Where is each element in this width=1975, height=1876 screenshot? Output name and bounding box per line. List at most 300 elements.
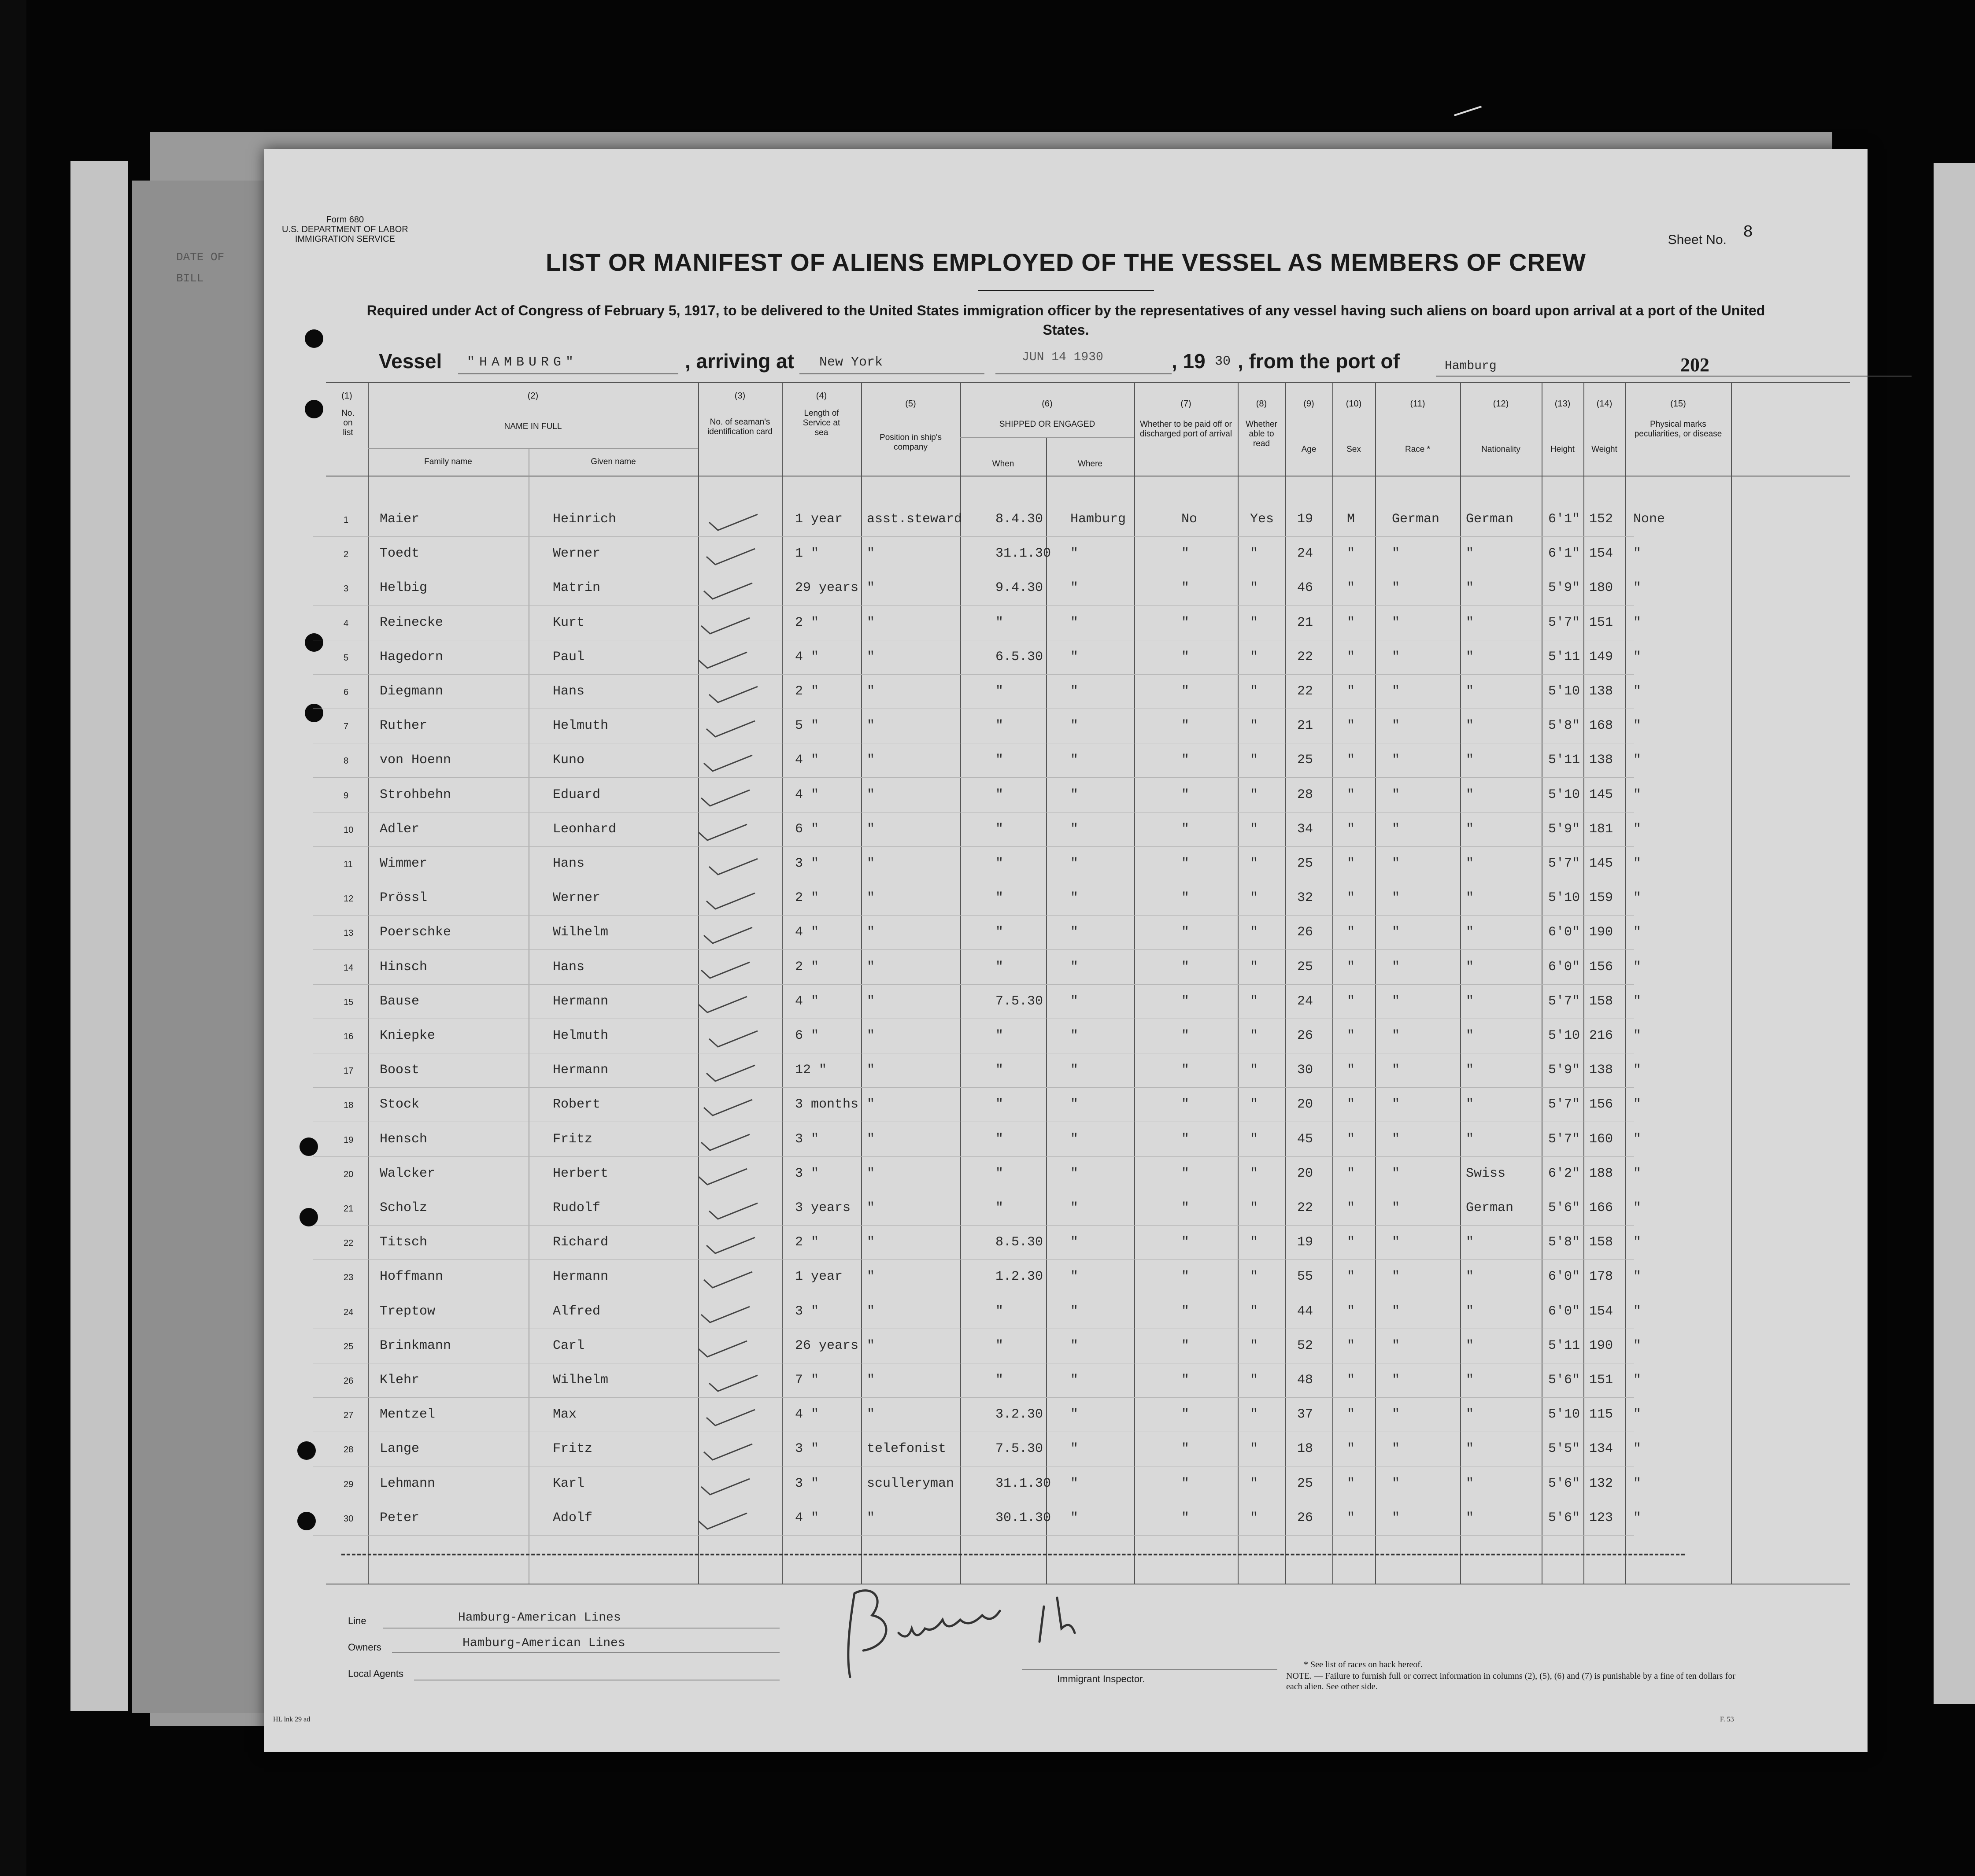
cell-read: " <box>1250 1407 1258 1422</box>
cell-when: " <box>995 1338 1004 1353</box>
cell-paid: " <box>1181 1476 1190 1491</box>
cell-paid: " <box>1181 1373 1190 1388</box>
cell-pos: " <box>867 615 875 630</box>
side-stamp-line-2: BILL <box>176 272 204 285</box>
cell-ht: 5'10 <box>1548 787 1580 802</box>
row-number: 25 <box>344 1341 354 1352</box>
cell-paid: " <box>1181 1028 1190 1043</box>
cell-len: 2 " <box>795 684 819 699</box>
col-14-number: (14) <box>1596 399 1613 409</box>
cell-sex: " <box>1347 753 1355 768</box>
cell-race: " <box>1392 890 1400 906</box>
cell-pos: " <box>867 1063 875 1078</box>
col-2-header: NAME IN FULL <box>504 422 562 431</box>
check-mark-icon <box>694 651 751 669</box>
cell-sex: " <box>1347 890 1355 906</box>
cell-when: " <box>995 821 1004 837</box>
races-note: * See list of races on back hereof. <box>1304 1660 1423 1669</box>
cell-nat: " <box>1466 1028 1474 1043</box>
cell-age: 26 <box>1297 1510 1313 1525</box>
cell-read: " <box>1250 1441 1258 1457</box>
cell-wt: 145 <box>1589 856 1613 871</box>
cell-when: 8.4.30 <box>995 512 1043 527</box>
cell-where: " <box>1070 787 1079 802</box>
col-3-number: (3) <box>734 391 746 401</box>
cell-fam: von Hoenn <box>380 753 451 768</box>
inspector-underline <box>1022 1669 1277 1670</box>
cell-nat: " <box>1466 787 1474 802</box>
cell-read: " <box>1250 546 1258 561</box>
cell-marks: " <box>1633 1131 1642 1147</box>
cell-when: " <box>995 925 1004 940</box>
table-row <box>264 1267 1868 1301</box>
cell-age: 22 <box>1297 1200 1313 1215</box>
cell-len: 3 " <box>795 1166 819 1181</box>
cell-race: " <box>1392 1476 1400 1491</box>
inspector-label: Immigrant Inspector. <box>1057 1673 1145 1684</box>
cell-giv: Wilhelm <box>553 1373 609 1388</box>
cell-fam: Scholz <box>380 1200 428 1215</box>
cell-wt: 152 <box>1589 512 1613 527</box>
cell-sex: " <box>1347 684 1355 699</box>
row-number: 23 <box>344 1273 354 1283</box>
cell-ht: 5'8" <box>1548 1235 1580 1250</box>
cell-fam: Lange <box>380 1441 420 1457</box>
cell-len: 4 " <box>795 1407 819 1422</box>
check-mark-icon <box>694 996 751 1013</box>
cell-len: 2 " <box>795 890 819 906</box>
line-underline <box>383 1628 780 1629</box>
col-4-number: (4) <box>816 391 827 401</box>
side-stamp-line-1: DATE OF <box>176 251 225 264</box>
cell-giv: Carl <box>553 1338 585 1353</box>
cell-race: " <box>1392 615 1400 630</box>
cell-ht: 5'9" <box>1548 580 1580 596</box>
cell-ht: 6'0" <box>1548 925 1580 940</box>
cell-read: " <box>1250 684 1258 699</box>
cell-where: " <box>1070 890 1079 906</box>
cell-pos: " <box>867 1269 875 1285</box>
cell-giv: Herbert <box>553 1166 609 1181</box>
cell-where: " <box>1070 1166 1079 1181</box>
film-mark <box>1454 106 1482 116</box>
punch-hole <box>305 329 323 348</box>
cell-race: " <box>1392 1131 1400 1147</box>
table-row <box>264 888 1868 922</box>
cell-pos: " <box>867 856 875 871</box>
cell-read: " <box>1250 1166 1258 1181</box>
cell-race: " <box>1392 580 1400 596</box>
cell-marks: " <box>1633 1200 1642 1215</box>
sheet-number: 8 <box>1743 223 1753 242</box>
cell-paid: " <box>1181 1441 1190 1457</box>
check-mark-icon <box>705 686 762 703</box>
cell-age: 45 <box>1297 1131 1313 1147</box>
cell-marks: " <box>1633 1510 1642 1525</box>
cell-read: " <box>1250 1235 1258 1250</box>
cell-wt: 159 <box>1589 890 1613 906</box>
cell-race: " <box>1392 1407 1400 1422</box>
cell-nat: " <box>1466 546 1474 561</box>
cell-where: " <box>1070 856 1079 871</box>
cell-marks: " <box>1633 821 1642 837</box>
cell-ht: 5'7" <box>1548 1131 1580 1147</box>
cell-pos: " <box>867 684 875 699</box>
cell-fam: Boost <box>380 1063 420 1078</box>
cell-age: 25 <box>1297 1476 1313 1491</box>
cell-paid: " <box>1181 1097 1190 1112</box>
left-adjacent-frame <box>70 161 128 1711</box>
agents-label: Local Agents <box>348 1668 403 1679</box>
col-15-number: (15) <box>1670 399 1686 409</box>
cell-race: " <box>1392 1028 1400 1043</box>
check-mark-icon <box>702 1409 759 1426</box>
table-row <box>264 1336 1868 1370</box>
col-9-header: Age <box>1301 445 1317 454</box>
cell-when: " <box>995 1304 1004 1319</box>
cell-age: 48 <box>1297 1373 1313 1388</box>
cell-race: " <box>1392 1235 1400 1250</box>
cell-wt: 158 <box>1589 993 1613 1009</box>
cell-age: 21 <box>1297 615 1313 630</box>
cell-read: " <box>1250 1269 1258 1285</box>
service-name: IMMIGRATION SERVICE <box>295 234 395 244</box>
cell-when: " <box>995 615 1004 630</box>
check-mark-icon <box>702 892 759 910</box>
row-rule <box>313 846 1634 847</box>
cell-race: " <box>1392 718 1400 734</box>
cell-when: 30.1.30 <box>995 1510 1051 1525</box>
cell-giv: Alfred <box>553 1304 601 1319</box>
cell-pos: " <box>867 1131 875 1147</box>
cell-wt: 132 <box>1589 1476 1613 1491</box>
check-mark-icon <box>699 927 757 944</box>
cell-pos: sculleryman <box>867 1476 954 1491</box>
check-mark-icon <box>699 582 757 600</box>
cell-giv: Wilhelm <box>553 925 609 940</box>
cell-len: 3 months <box>795 1097 859 1112</box>
row-number: 22 <box>344 1238 354 1248</box>
cell-len: 4 " <box>795 649 819 665</box>
cell-marks: " <box>1633 615 1642 630</box>
cell-read: " <box>1250 1476 1258 1491</box>
cell-where: " <box>1070 1510 1079 1525</box>
row-number: 11 <box>344 860 353 869</box>
cell-where: " <box>1070 753 1079 768</box>
cell-len: 3 " <box>795 1476 819 1491</box>
cell-where: " <box>1070 925 1079 940</box>
cell-age: 32 <box>1297 890 1313 906</box>
form-info <box>282 215 408 244</box>
check-mark-icon <box>697 1478 754 1496</box>
cell-sex: " <box>1347 1304 1355 1319</box>
col-5-number: (5) <box>905 399 916 409</box>
row-number: 17 <box>344 1066 354 1076</box>
cell-sex: " <box>1347 1028 1355 1043</box>
cell-giv: Helmuth <box>553 718 609 734</box>
cell-race: " <box>1392 684 1400 699</box>
cell-age: 44 <box>1297 1304 1313 1319</box>
table-row <box>264 785 1868 819</box>
table-row <box>264 853 1868 888</box>
date-stamp: JUN 14 1930 <box>1022 351 1103 364</box>
col-6-number: (6) <box>1042 399 1053 409</box>
cell-ht: 5'6" <box>1548 1476 1580 1491</box>
cell-wt: 180 <box>1589 580 1613 596</box>
cell-giv: Matrin <box>553 580 601 596</box>
cell-marks: " <box>1633 718 1642 734</box>
col-13-number: (13) <box>1554 399 1571 409</box>
cell-when: 31.1.30 <box>995 1476 1051 1491</box>
table-row <box>264 1404 1868 1439</box>
cell-wt: 216 <box>1589 1028 1613 1043</box>
cell-nat: " <box>1466 718 1474 734</box>
col-6-header: SHIPPED OR ENGAGED <box>999 420 1095 429</box>
line-value: Hamburg-American Lines <box>458 1611 621 1625</box>
cell-nat: " <box>1466 1441 1474 1457</box>
cell-pos: " <box>867 1304 875 1319</box>
col-2b-header: Given name <box>591 457 636 466</box>
table-row <box>264 1026 1868 1060</box>
cell-ht: 5'10 <box>1548 890 1580 906</box>
table-row <box>264 543 1868 578</box>
cell-wt: 156 <box>1589 1097 1613 1112</box>
cell-len: 4 " <box>795 993 819 1009</box>
col-8-number: (8) <box>1256 399 1267 409</box>
cell-read: " <box>1250 890 1258 906</box>
sheet-label: Sheet No. <box>1668 233 1727 247</box>
cell-when: " <box>995 1166 1004 1181</box>
cell-nat: " <box>1466 959 1474 975</box>
title-rule <box>978 290 1154 291</box>
cell-wt: 123 <box>1589 1510 1613 1525</box>
owners-value: Hamburg-American Lines <box>462 1636 625 1650</box>
check-mark-icon <box>705 1202 762 1220</box>
cell-paid: " <box>1181 753 1190 768</box>
cell-race: " <box>1392 1166 1400 1181</box>
col-11-number: (11) <box>1410 399 1425 409</box>
cell-giv: Hermann <box>553 993 609 1009</box>
cell-ht: 5'11 <box>1548 1338 1580 1353</box>
col-12-header: Nationality <box>1481 445 1520 454</box>
cell-fam: Bause <box>380 993 420 1009</box>
col-2a-header: Family name <box>424 457 472 466</box>
cell-pos: " <box>867 821 875 837</box>
check-mark-icon <box>697 961 754 979</box>
cell-sex: " <box>1347 993 1355 1009</box>
cell-nat: " <box>1466 821 1474 837</box>
col-1-number: (1) <box>341 391 352 401</box>
print-code: HL lnk 29 ad <box>273 1716 311 1723</box>
cell-wt: 151 <box>1589 1373 1613 1388</box>
row-rule <box>313 1535 1634 1536</box>
cell-pos: " <box>867 959 875 975</box>
cell-age: 20 <box>1297 1097 1313 1112</box>
cell-ht: 5'7" <box>1548 615 1580 630</box>
cell-race: " <box>1392 1200 1400 1215</box>
fine-note: NOTE. — Failure to furnish full or correct information in columns (2), (5), (6) and (7) is punishable by a fine of ten dollars for each alien. See other side. <box>1286 1671 1735 1691</box>
check-mark-icon <box>705 1030 762 1048</box>
cell-giv: Kurt <box>553 615 585 630</box>
cell-when: 9.4.30 <box>995 580 1043 596</box>
cell-age: 19 <box>1297 1235 1313 1250</box>
cell-when: 7.5.30 <box>995 993 1043 1009</box>
row-number: 20 <box>344 1169 354 1179</box>
cell-sex: " <box>1347 546 1355 561</box>
form-code: F. 53 <box>1720 1716 1734 1723</box>
row-number: 5 <box>344 653 349 663</box>
cell-ht: 5'10 <box>1548 1028 1580 1043</box>
cell-nat: " <box>1466 856 1474 871</box>
check-mark-icon <box>702 1064 759 1082</box>
cell-fam: Wimmer <box>380 856 428 871</box>
cell-giv: Hans <box>553 856 585 871</box>
cell-sex: " <box>1347 1510 1355 1525</box>
table-row <box>264 509 1868 543</box>
cell-sex: " <box>1347 1131 1355 1147</box>
cell-race: " <box>1392 856 1400 871</box>
cell-race: " <box>1392 753 1400 768</box>
cell-sex: " <box>1347 1235 1355 1250</box>
cell-marks: " <box>1633 1373 1642 1388</box>
cell-when: " <box>995 718 1004 734</box>
cell-age: 24 <box>1297 546 1313 561</box>
date-underline <box>995 373 1172 374</box>
cell-ht: 5'9" <box>1548 821 1580 837</box>
row-rule <box>313 984 1634 985</box>
cell-paid: " <box>1181 787 1190 802</box>
row-number: 6 <box>344 687 349 697</box>
cell-pos: telefonist <box>867 1441 947 1457</box>
cell-nat: " <box>1466 580 1474 596</box>
table-row <box>264 1198 1868 1232</box>
cell-pos: " <box>867 890 875 906</box>
cell-giv: Eduard <box>553 787 601 802</box>
cell-read: Yes <box>1250 512 1274 527</box>
cell-sex: " <box>1347 649 1355 665</box>
cell-marks: " <box>1633 684 1642 699</box>
cell-nat: " <box>1466 925 1474 940</box>
cell-race: " <box>1392 1063 1400 1078</box>
col-10-header: Sex <box>1346 445 1361 454</box>
cell-where: " <box>1070 1304 1079 1319</box>
cell-marks: " <box>1633 1166 1642 1181</box>
table-row <box>264 1508 1868 1542</box>
row-rule <box>313 915 1634 916</box>
cell-ht: 6'1" <box>1548 546 1580 561</box>
cell-where: " <box>1070 821 1079 837</box>
cell-when: 7.5.30 <box>995 1441 1043 1457</box>
page-number: 202 <box>1680 354 1709 376</box>
cell-pos: asst.steward <box>867 512 962 527</box>
cell-marks: " <box>1633 1097 1642 1112</box>
row-number: 12 <box>344 894 354 904</box>
cell-marks: " <box>1633 1028 1642 1043</box>
cell-read: " <box>1250 1028 1258 1043</box>
row-number: 7 <box>344 722 349 732</box>
col-7-number: (7) <box>1180 399 1191 409</box>
cell-age: 25 <box>1297 959 1313 975</box>
cell-read: " <box>1250 1304 1258 1319</box>
cell-wt: 188 <box>1589 1166 1613 1181</box>
cell-fam: Hoffmann <box>380 1269 444 1285</box>
cell-nat: " <box>1466 890 1474 906</box>
cell-race: " <box>1392 787 1400 802</box>
cell-nat: " <box>1466 1510 1474 1525</box>
arriving-underline <box>799 373 984 374</box>
cell-wt: 145 <box>1589 787 1613 802</box>
row-rule <box>313 949 1634 950</box>
cell-read: " <box>1250 821 1258 837</box>
cell-len: 3 years <box>795 1200 851 1215</box>
cell-len: 29 years <box>795 580 859 596</box>
cell-nat: " <box>1466 649 1474 665</box>
cell-len: 1 year <box>795 512 843 527</box>
arriving-port: New York <box>819 355 883 370</box>
cell-giv: Werner <box>553 890 601 906</box>
cell-sex: " <box>1347 925 1355 940</box>
cell-pos: " <box>867 1166 875 1181</box>
cell-paid: No <box>1181 512 1198 527</box>
cell-marks: " <box>1633 580 1642 596</box>
from-port: Hamburg <box>1445 359 1497 373</box>
cell-wt: 138 <box>1589 684 1613 699</box>
cell-ht: 5'7" <box>1548 993 1580 1009</box>
cell-fam: Poerschke <box>380 925 451 940</box>
cell-ht: 5'6" <box>1548 1373 1580 1388</box>
row-number: 4 <box>344 618 349 628</box>
from-underline <box>1436 376 1912 377</box>
cell-giv: Adolf <box>553 1510 593 1525</box>
cell-pos: " <box>867 787 875 802</box>
cell-fam: Ruther <box>380 718 428 734</box>
cell-sex: " <box>1347 1476 1355 1491</box>
cell-when: " <box>995 856 1004 871</box>
cell-sex: " <box>1347 856 1355 871</box>
cell-fam: Peter <box>380 1510 420 1525</box>
cell-nat: " <box>1466 1097 1474 1112</box>
table-row <box>264 922 1868 956</box>
cell-where: " <box>1070 718 1079 734</box>
cell-giv: Max <box>553 1407 577 1422</box>
col-12-number: (12) <box>1493 399 1509 409</box>
cell-nat: " <box>1466 615 1474 630</box>
cell-ht: 5'6" <box>1548 1510 1580 1525</box>
cell-sex: " <box>1347 1166 1355 1181</box>
cell-race: " <box>1392 1441 1400 1457</box>
cell-len: 2 " <box>795 615 819 630</box>
cell-wt: 151 <box>1589 615 1613 630</box>
row-number: 29 <box>344 1479 354 1489</box>
col-15-header: Physical marks peculiarities, or disease <box>1634 420 1722 439</box>
cell-when: " <box>995 1200 1004 1215</box>
cell-where: " <box>1070 1200 1079 1215</box>
cell-paid: " <box>1181 684 1190 699</box>
check-mark-icon <box>699 1443 757 1461</box>
cell-len: 26 years <box>795 1338 859 1353</box>
cell-age: 22 <box>1297 649 1313 665</box>
cell-pos: " <box>867 1235 875 1250</box>
cell-fam: Titsch <box>380 1235 428 1250</box>
row-number: 8 <box>344 756 349 766</box>
cell-pos: " <box>867 1338 875 1353</box>
cell-race: " <box>1392 959 1400 975</box>
cell-age: 24 <box>1297 993 1313 1009</box>
cell-when: " <box>995 1373 1004 1388</box>
col-6a-header: When <box>992 459 1014 469</box>
cell-marks: " <box>1633 787 1642 802</box>
cell-where: " <box>1070 959 1079 975</box>
